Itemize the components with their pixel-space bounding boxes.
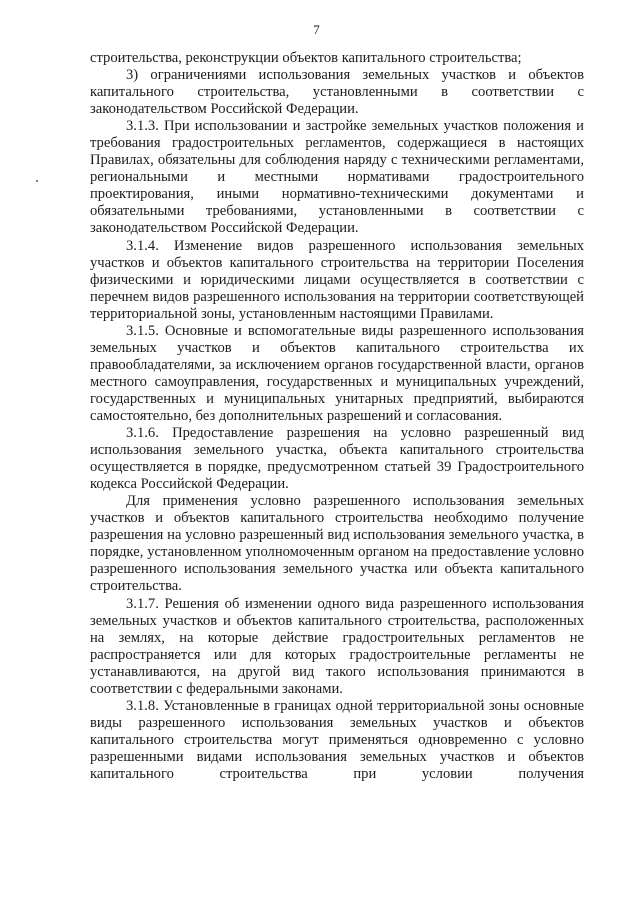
page-number: 7 [313,22,320,37]
paragraph-continuation: строительства, реконструкции объектов капитального строительства; [90,50,522,66]
paragraph-3-1-4: 3.1.4. Изменение видов разрешенного использования земельных участков и объектов капитального строительства на территории Поселения физическими и юридическими лицами осуществляется в соответствии с перечнем видов разрешенного использования на территории соответствующей территориальной зоны, установленным настоящими Правилами. [90,237,584,322]
paragraph-3-1-7: 3.1.7. Решения об изменении одного вида разрешенного использования земельных участков и объектов капитального строительства, расположенных на землях, на которые действие градостроительных регламентов не распространяется или для которых градостроительные регламенты не устанавливаются, на другой вид такого использования принимаются в соответствии с федеральными законами. [90,595,584,697]
paragraph-3-1-6: 3.1.6. Предоставление разрешения на условно разрешенный вид использования земельного участка, объекта капитального строительства осуществляется в порядке, предусмотренном статьей 39 Градостроительного кодекса Российской Федерации. [90,425,584,493]
body-text [90,50,584,783]
scan-artifact-dot [36,180,38,182]
paragraph-conditional-use: Для применения условно разрешенного использования земельных участков и объектов капитального строительства необходимо получение разрешения на условно разрешенный вид использования земельного участка, в порядке, установленном уполномоченным органом на предоставление условно разрешенного использования земельного участка или объекта капитального строительства. [90,493,584,595]
paragraph-item-3: 3) ограничениями использования земельных участков и объектов капитального строительства, установленными в соответствии с законодательством Российской Федерации. [90,67,584,118]
paragraph-3-1-3: 3.1.3. При использовании и застройке земельных участков положения и требования градостроительных регламентов, содержащиеся в настоящих Правилах, обязательны для соблюдения наряду с техническими регламентами, региональными и местными нормативами градостроительного проектирования, иными нормативно-техническими документами и обязательными требованиями, установленными в соответствии с законодательством Российской Федерации. [90,118,584,237]
paragraph-3-1-5: 3.1.5. Основные и вспомогательные виды разрешенного использования земельных участков и объектов капитального строительства их правообладателями, за исключением органов государственной власти, органов местного самоуправления, государственных и муниципальных учреждений, государственных и муниципальных унитарных предприятий, выбираются самостоятельно, без дополнительных разрешений и согласования. [90,322,584,424]
paragraph-3-1-8: 3.1.8. Установленные в границах одной территориальной зоны основные виды разрешенного использования земельных участков и объектов капитального строительства могут применяться одновременно с условно разрешенными видами использования земельных участков и объектов капитального строительства при условии получения [90,697,584,782]
